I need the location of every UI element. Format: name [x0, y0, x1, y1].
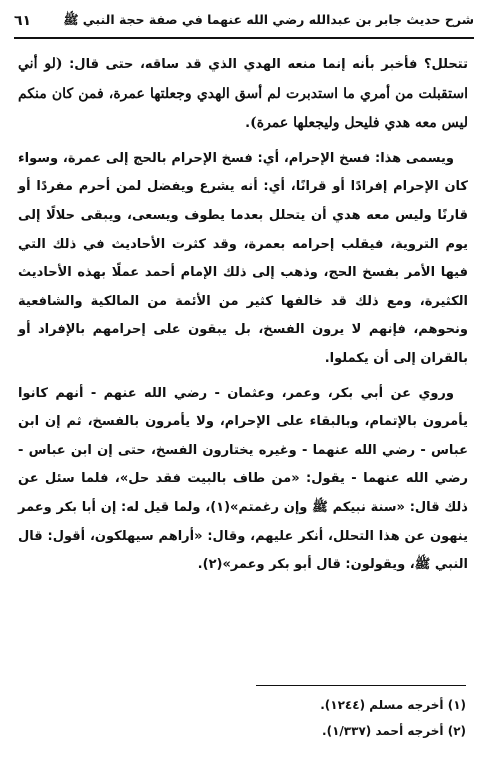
paragraph-2: ويسمى هذا: فسخ الإحرام، أي: فسخ الإحرام بالحج إلى عمرة، وسواء كان الإحرام إفرادًا أو قرانًا، أي: أنه يشرع ويفضل لمن أحرم مفردًا أو قارنًا وليس معه هدي أن يتحلل بعدما يطوف ويسعى، ويبقى حلالًا إلى يوم التروية، فيقلب إحرامه بعمرة، وقد كثرت الأحاديث في ذلك التي فيها الأمر بفسخ الحج، وذهب إلى ذلك الإمام أحمد عملًا بهذه الأحاديث الكثيرة، ومع ذلك قد خالفها كثير من الأئمة من المالكية والشافعية ونحوهم، فإنهم لا يرون الفسخ، بل يبقون على إحرامهم بالإفراد أو بالقران إلى أن يكملوا.	[18, 150, 468, 366]
paragraph-1-tail: .	[245, 116, 251, 132]
paragraph-1	[18, 50, 468, 139]
page-number: ٦١	[14, 13, 32, 29]
footnote-rule	[256, 685, 466, 686]
main-text	[18, 50, 468, 586]
paragraph-1-text: تتحلل؟ فأخبر بأنه إنما منعه الهدي الذي قد ساقه، حتى قال:	[62, 57, 468, 72]
hadith-quote: (لو أني استقبلت من أمري ما استدبرت لم أسق الهدي وجعلتها عمرة، فمن كان منكم ليس معه هدي فليحل وليجعلها عمرة)	[18, 56, 468, 132]
running-header	[14, 6, 474, 36]
footnote-1: (١) أخرجه مسلم (١٢٤٤).	[320, 698, 466, 712]
paragraph-3: وروي عن أبي بكر، وعمر، وعثمان - رضي الله عنهم - أنهم كانوا يأمرون بالإتمام، وبالبقاء على الإحرام، ولا يأمرون بالفسخ، ثم إن ابن عباس - رضي الله عنهما - وغيره يختارون الفسخ، حتى إن ابن عباس - رضي الله عنهما - يقول: «من طاف بالبيت فقد حل»، فلما سئل عن ذلك قال: «سنة نبيكم ﷺ وإن رغمتم»(١)، ولما قيل له: إن أبا بكر وعمر ينهون عن هذا التحلل، أنكر عليهم، وقال: «أراهم سيهلكون، أقول: قال النبي ﷺ، ويقولون: قال أبو بكر وعمر»(٢).	[18, 385, 468, 573]
header-title: شرح حديث جابر بن عبدالله رضي الله عنهما في صفة حجة النبي ﷺ	[63, 11, 474, 27]
footnote-2: (٢) أخرجه أحمد (١/٣٣٧).	[322, 724, 466, 738]
header-rule	[14, 37, 474, 39]
footnotes	[20, 692, 466, 744]
